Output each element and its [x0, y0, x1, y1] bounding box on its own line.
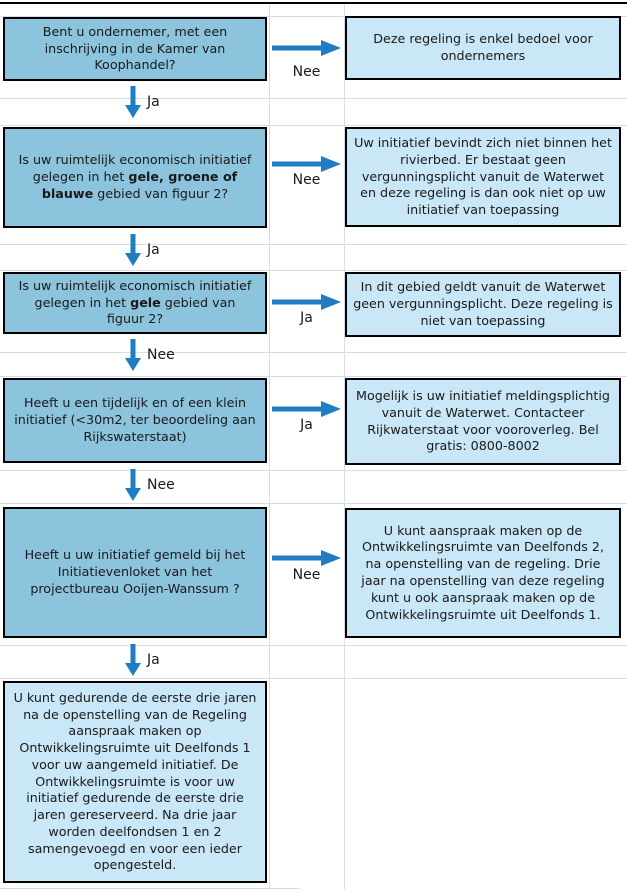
arrow-right-icon: [271, 39, 343, 57]
top-border-line: [0, 2, 627, 4]
arrow-down-icon: [123, 85, 143, 119]
question-text: Is uw ruimtelijk economisch initiatief gelegen in het gele, groene of blauwe gebied van figuur 2?: [18, 152, 252, 201]
final-outcome-text: U kunt gedurende de eerste drie jaren na de openstelling van de Regeling aanspraak maken op Ontwikkelingsruimte uit Deelfonds 1 voor uw aangemeld initiatief. De Ontwikkelingsruimte is voor uw initiatief gedurende de eerste drie jaren gereserveerd. Na drie jaar worden deelfondsen 1 en 2 samengevoegd en voor een ieder opengesteld.: [13, 689, 257, 873]
connector-label: Ja: [147, 242, 160, 258]
result-box-1: [345, 16, 621, 80]
connector-label: Ja: [147, 652, 160, 668]
connector-label: Nee: [147, 347, 175, 363]
question-text: Heeft u uw initiatief gemeld bij het Initiatievenloket van het projectbureau Ooijen-Wanssum ?: [24, 547, 246, 596]
gridline: [269, 3, 270, 889]
arrow-right-icon: [271, 549, 343, 567]
result-box-4: [345, 378, 621, 465]
result-text: U kunt aanspraak maken op de Ontwikkelingsruimte van Deelfonds 2, na openstelling van de regeling. Drie jaar na openstelling van deze regeling kunt u ook aanspraak maken op de Ontwikkelingsruimte uit Deelfonds 1.: [361, 522, 605, 622]
connector-label: Ja: [300, 417, 313, 433]
question-box-1: [3, 17, 267, 81]
gridline: [0, 352, 627, 353]
gridline: [0, 470, 627, 471]
final-outcome-box: [3, 681, 267, 883]
connector-label: Nee: [292, 172, 321, 188]
gridline: [0, 270, 627, 271]
connector-label: Nee: [292, 567, 321, 583]
result-text: Mogelijk is uw initiatief meldingsplichtig vanuit de Waterwet. Contacteer Rijkwaterstaat voor vooroverleg. Bel gratis: 0800-8002: [356, 387, 610, 454]
arrow-right-icon: [271, 155, 343, 173]
connector-label: Ja: [147, 94, 160, 110]
result-box-2: [345, 127, 621, 227]
gridline: [0, 678, 627, 679]
arrow-down-icon: [123, 233, 143, 267]
gridline: [0, 125, 627, 126]
question-box-5: [3, 507, 267, 638]
gridline: [0, 376, 627, 377]
arrow-down-icon: [123, 338, 143, 372]
question-text: Heeft u een tijdelijk en of een klein initiatief (<30m2, ter beoordeling aan Rijkswaterstaat): [14, 395, 256, 444]
arrow-right-icon: [271, 400, 343, 418]
question-text: Is uw ruimtelijk economisch initiatief gelegen in het gele gebied van figuur 2?: [18, 277, 252, 327]
gridline: [0, 503, 627, 504]
result-text: In dit gebied geldt vanuit de Waterwet geen vergunningsplicht. Deze regeling is niet van toepassing: [353, 279, 613, 328]
arrow-right-icon: [271, 293, 343, 311]
gridline: [0, 244, 627, 245]
arrow-down-icon: [123, 643, 143, 677]
result-text: Deze regeling is enkel bedoel voor ondernemers: [373, 31, 593, 63]
gridline: [0, 98, 627, 99]
gridline: [0, 645, 627, 646]
connector-label: Nee: [292, 64, 321, 80]
result-box-5: [345, 508, 621, 638]
result-text: Uw initiatief bevindt zich niet binnen het rivierbed. Er bestaat geen vergunningsplicht vanuit de Waterwet en deze regeling is dan ook niet op uw initiatief van toepassing: [354, 135, 612, 218]
question-box-2: [3, 127, 267, 228]
connector-label: Nee: [147, 477, 175, 493]
connector-label: Ja: [300, 310, 313, 326]
result-box-3: [345, 272, 621, 337]
question-text: Bent u ondernemer, met een inschrijving in de Kamer van Koophandel?: [42, 23, 228, 73]
question-box-3: [3, 272, 267, 334]
gridline: [0, 888, 300, 889]
question-box-4: [3, 378, 267, 463]
arrow-down-icon: [123, 468, 143, 502]
